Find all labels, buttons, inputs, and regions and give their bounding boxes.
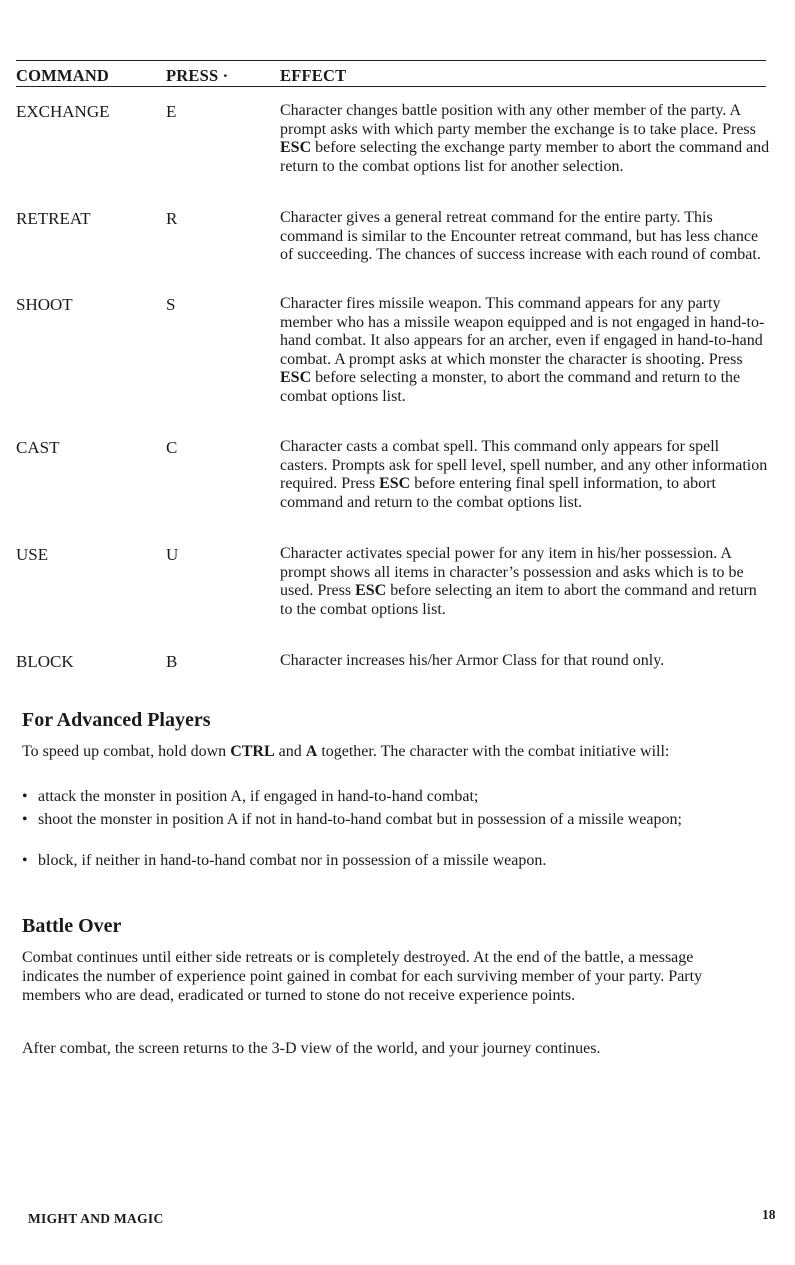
advanced-intro: To speed up combat, hold down CTRL and A together. The character with the combat initiative will: bbox=[22, 743, 670, 760]
header-command: COMMAND bbox=[16, 66, 110, 85]
key-emphasis: ESC bbox=[355, 582, 387, 600]
table-header-rule bbox=[16, 86, 766, 87]
command-name: SHOOT bbox=[16, 295, 73, 314]
header-effect: EFFECT bbox=[280, 66, 347, 85]
command-key: S bbox=[166, 295, 176, 314]
table-top-rule bbox=[16, 60, 766, 61]
list-item bbox=[22, 787, 722, 806]
key-emphasis: A bbox=[305, 743, 318, 760]
key-emphasis: ESC bbox=[379, 475, 411, 493]
battle-over-closing: After combat, the screen returns to the 3-D view of the world, and your journey continues. bbox=[22, 1040, 601, 1057]
bullet-glyph: • bbox=[22, 811, 28, 828]
command-key: C bbox=[166, 438, 178, 457]
command-name: CAST bbox=[16, 438, 60, 457]
list-item-text: attack the monster in position A, if engaged in hand-to-hand combat; bbox=[38, 788, 479, 805]
list-item-text: shoot the monster in position A if not in hand-to-hand combat but in possession of a missile weapon; bbox=[38, 811, 682, 828]
list-item bbox=[22, 851, 722, 870]
command-effect: Character casts a combat spell. This command only appears for spell casters. Prompts ask for spell level, spell number, and any other information required. Press ESC before entering final spell information, to abort command and return to the combat options list. bbox=[280, 438, 768, 511]
key-emphasis: CTRL bbox=[230, 743, 275, 760]
list-item-text: block, if neither in hand-to-hand combat nor in possession of a missile weapon. bbox=[38, 852, 547, 869]
bullet-glyph: • bbox=[22, 852, 28, 869]
list-item bbox=[22, 810, 722, 829]
command-effect: Character increases his/her Armor Class for that round only. bbox=[280, 652, 665, 669]
command-name: USE bbox=[16, 545, 49, 564]
command-effect: Character activates special power for any item in his/her possession. A prompt shows all items in character’s possession and asks which is to be used. Press ESC before selecting an item to abort the command and return to the combat options list. bbox=[280, 545, 757, 618]
header-press: PRESS · bbox=[166, 66, 229, 85]
key-emphasis: ESC bbox=[280, 369, 312, 387]
command-effect: Character fires missile weapon. This command appears for any party member who has a missile weapon equipped and is not engaged in hand-to-hand combat. It also appears for an archer, even if engaged in hand-to-hand combat. A prompt asks at which monster the character is shooting. Press ESC before selecting a monster, to abort the command and return to the combat options list. bbox=[280, 295, 765, 405]
command-key: R bbox=[166, 209, 178, 228]
command-key: E bbox=[166, 102, 177, 121]
command-key: B bbox=[166, 652, 178, 671]
command-key: U bbox=[166, 545, 179, 564]
command-effect: Character gives a general retreat command for the entire party. This command is similar to the Encounter retreat command, but has less chance of succeeding. The chances of success increase with each round of combat. bbox=[280, 209, 761, 264]
bullet-glyph: • bbox=[22, 788, 28, 805]
command-effect: Character changes battle position with any other member of the party. A prompt asks with which party member the exchange is to take place. Press ESC before selecting the exchange party member to abort the command and return to the combat options list for another selection. bbox=[280, 102, 770, 175]
section-title-battle-over: Battle Over bbox=[22, 915, 122, 937]
section-title-advanced: For Advanced Players bbox=[22, 709, 211, 731]
command-name: EXCHANGE bbox=[16, 102, 110, 121]
key-emphasis: ESC bbox=[280, 139, 312, 157]
command-name: BLOCK bbox=[16, 652, 74, 671]
command-name: RETREAT bbox=[16, 209, 91, 228]
battle-over-paragraph: Combat continues until either side retreats or is completely destroyed. At the end of the battle, a message indicates the number of experience point gained in combat for each surviving member of your party. Party members who are dead, eradicated or turned to stone do not receive experience points. bbox=[22, 949, 703, 1004]
footer-title: MIGHT AND MAGIC bbox=[28, 1211, 164, 1226]
page-number: 18 bbox=[762, 1207, 776, 1222]
